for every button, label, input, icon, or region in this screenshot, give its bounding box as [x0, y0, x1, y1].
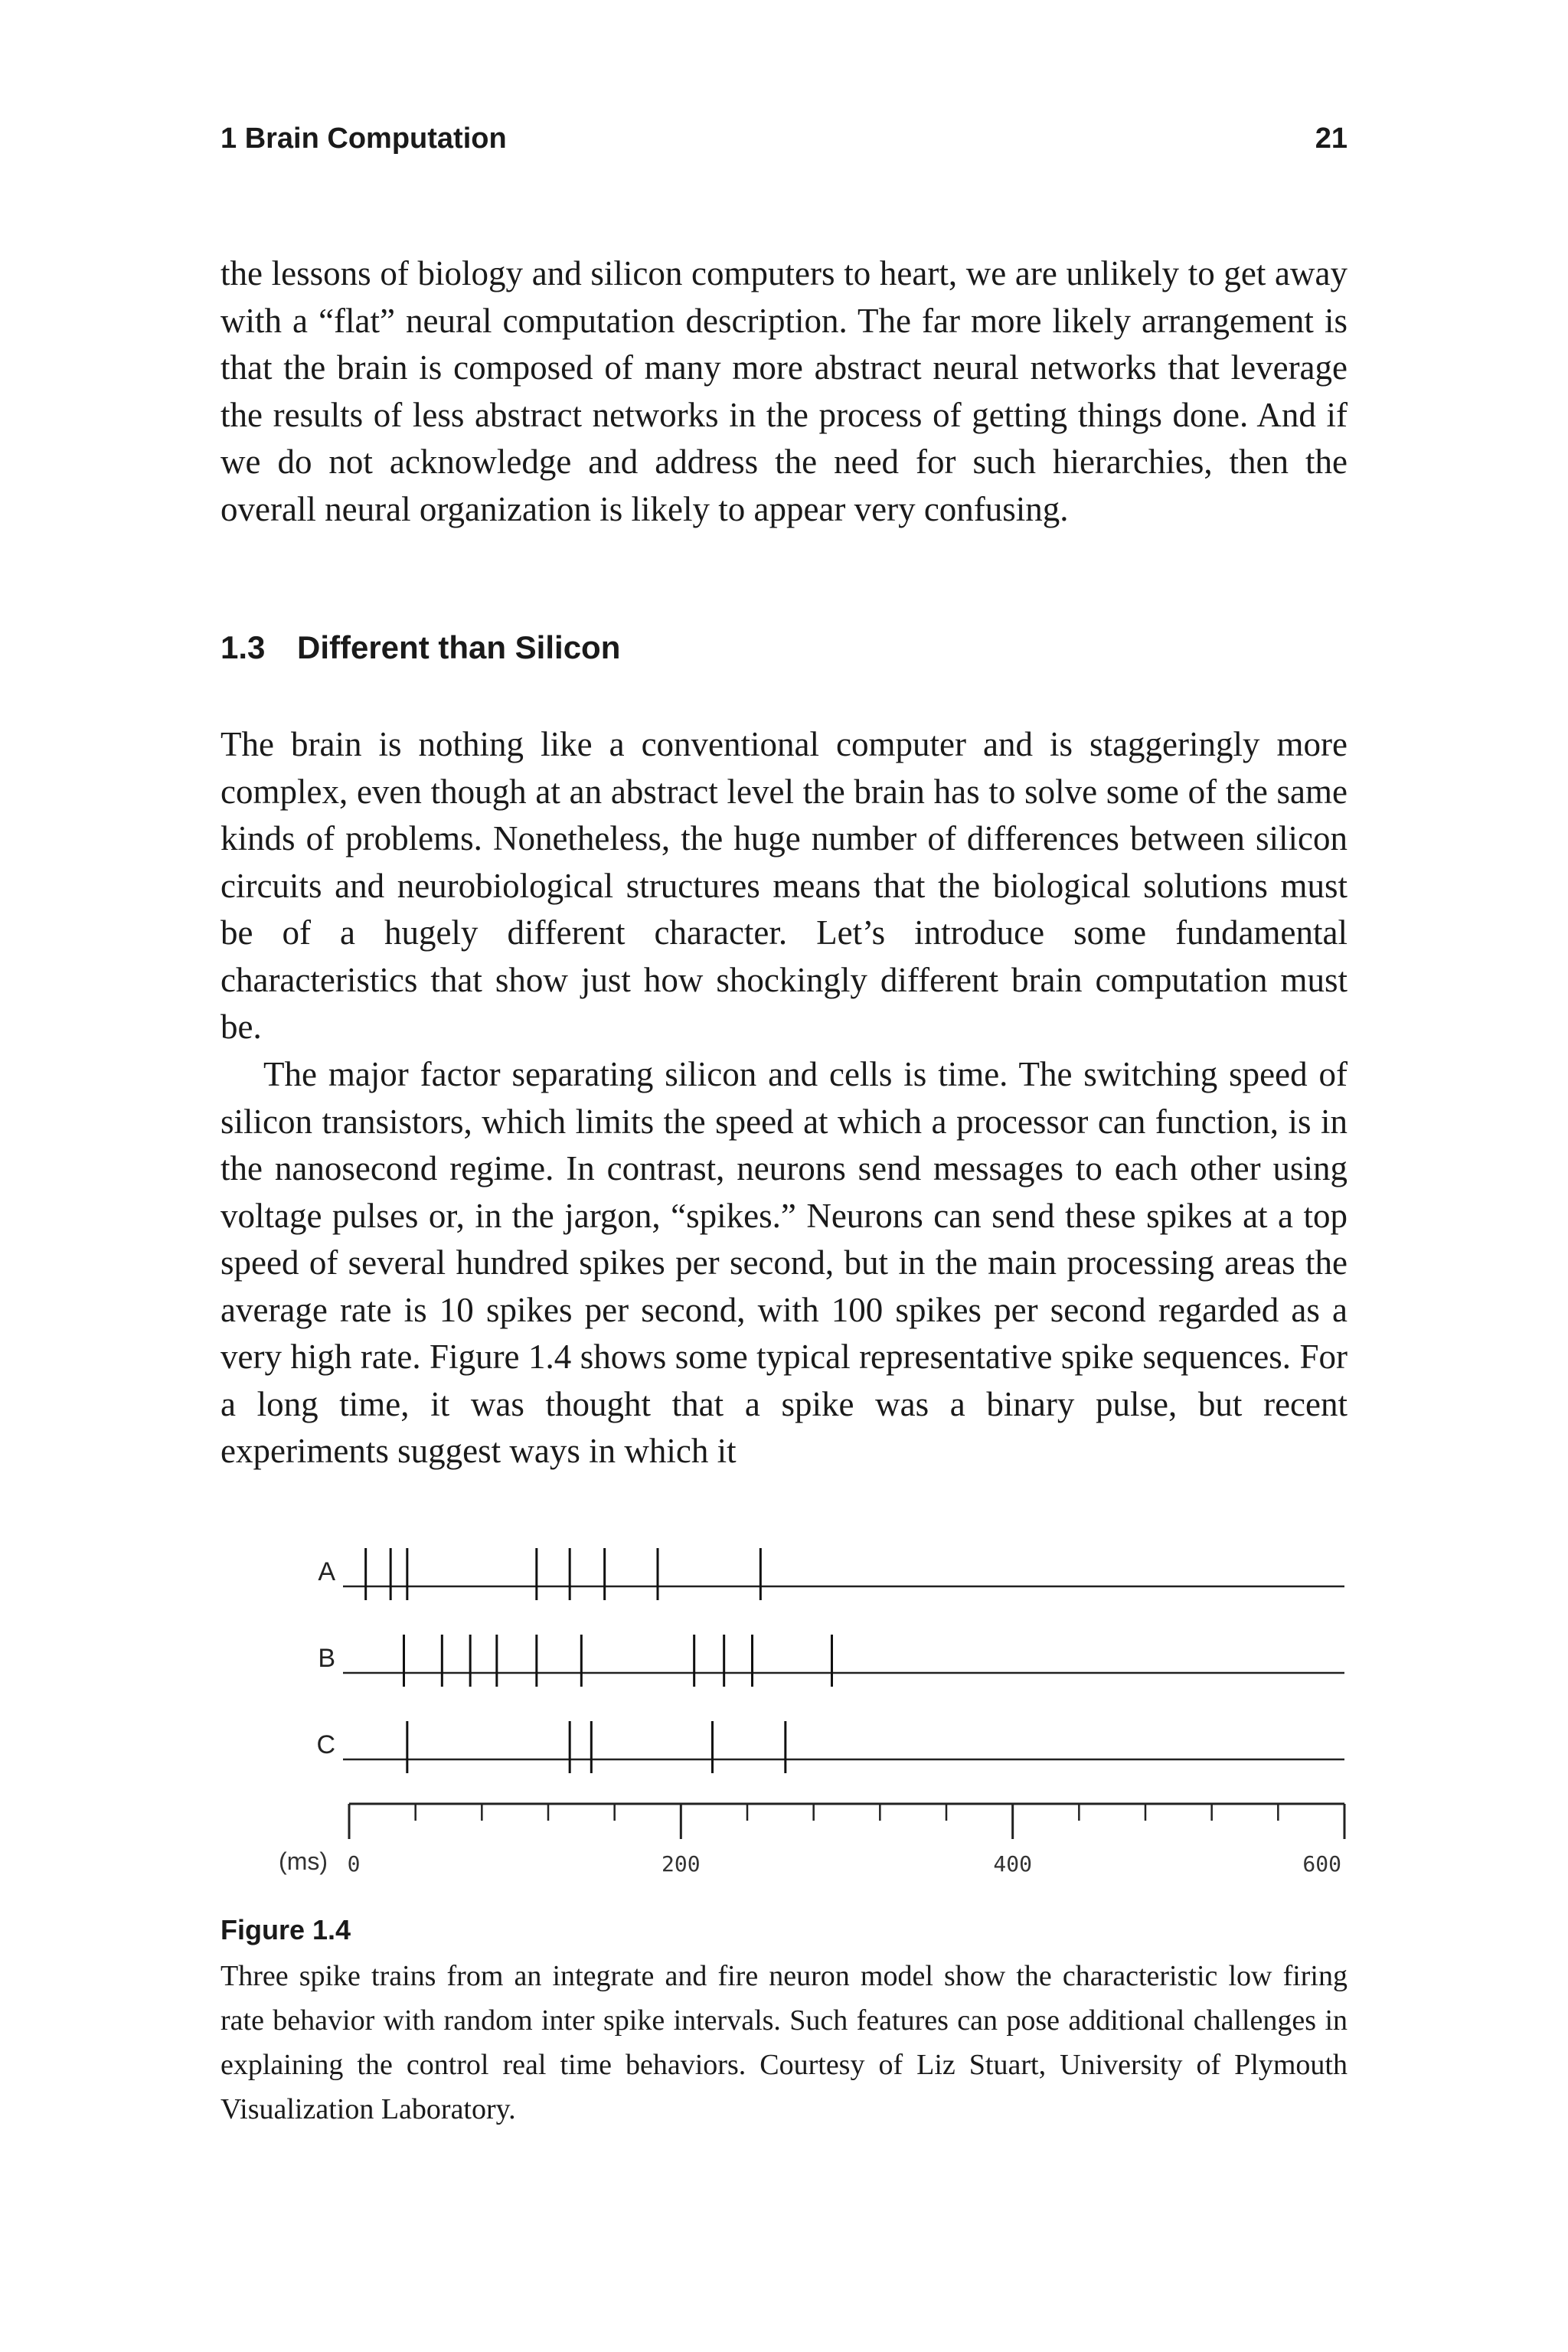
paragraph-spikes: The major factor separating silicon and cells is time. The switching speed of silicon transistors, which limits the speed at which a processor can function, is in the nanosecond regime. In contrast, neurons send messages to each other using voltage pulses or, in the jargon, “spikes.” Neurons can send these spikes at a top speed of several hundred spikes per second, but in the main processing areas the average rate is 10 spikes per second, with 100 spikes per second regarded as a very high rate. Figure 1.4 shows some typical representative spike sequences. For a long time, it was thought that a spike was a binary pulse, but recent experiments suggest ways in which it — [220, 1055, 1348, 1470]
tick-label-200: 200 — [662, 1851, 701, 1877]
figure-label: Figure 1.4 — [220, 1914, 351, 1945]
paragraph-brain-vs-computer: The brain is nothing like a conventional computer and is staggeringly more complex, even though at an abstract level the brain has to solve some of the same kinds of problems. Nonetheless, the huge number of differences between silicon circuits and neurobiological structures means that the biological solutions must be of a hugely different character. Let’s introduce some fundamental characteristics that show just how shockingly different brain computation must be. — [220, 725, 1348, 1046]
spike-train-plot — [220, 1531, 1348, 1899]
section-title: Different than Silicon — [297, 629, 621, 665]
tick-label-0: 0 — [347, 1851, 361, 1877]
spike-train-label-b: B — [318, 1644, 335, 1673]
section-number: 1.3 — [220, 629, 266, 665]
spike-train-label-a: A — [318, 1557, 335, 1586]
spike-train-figure — [220, 1531, 1348, 1899]
tick-label-400: 400 — [993, 1851, 1032, 1877]
spike-train-label-c: C — [316, 1730, 335, 1759]
axis-unit-label: (ms) — [279, 1847, 328, 1875]
tick-label-600: 600 — [1302, 1851, 1341, 1877]
chapter-title: 1 Brain Computation — [220, 122, 507, 155]
figure-caption: Three spike trains from an integrate and fire neuron model show the characteristic low firing rate behavior with random inter spike intervals. Such features can pose additional challenges in explaining the control real time behaviors. Courtesy of Liz Stuart, University of Plymouth Visualization Laboratory. — [220, 1960, 1348, 2125]
page-number: 21 — [1315, 122, 1348, 155]
section-heading — [220, 629, 620, 666]
paragraph-hierarchies: the lessons of biology and silicon computers to heart, we are unlikely to get away with a “flat” neural computation description. The far more likely arrangement is that the brain is composed of many more abstract neural networks that leverage the results of less abstract networks in the process of getting things done. And if we do not acknowledge and address the need for such hierarchies, then the overall neural organization is likely to appear very confusing. — [220, 254, 1348, 528]
